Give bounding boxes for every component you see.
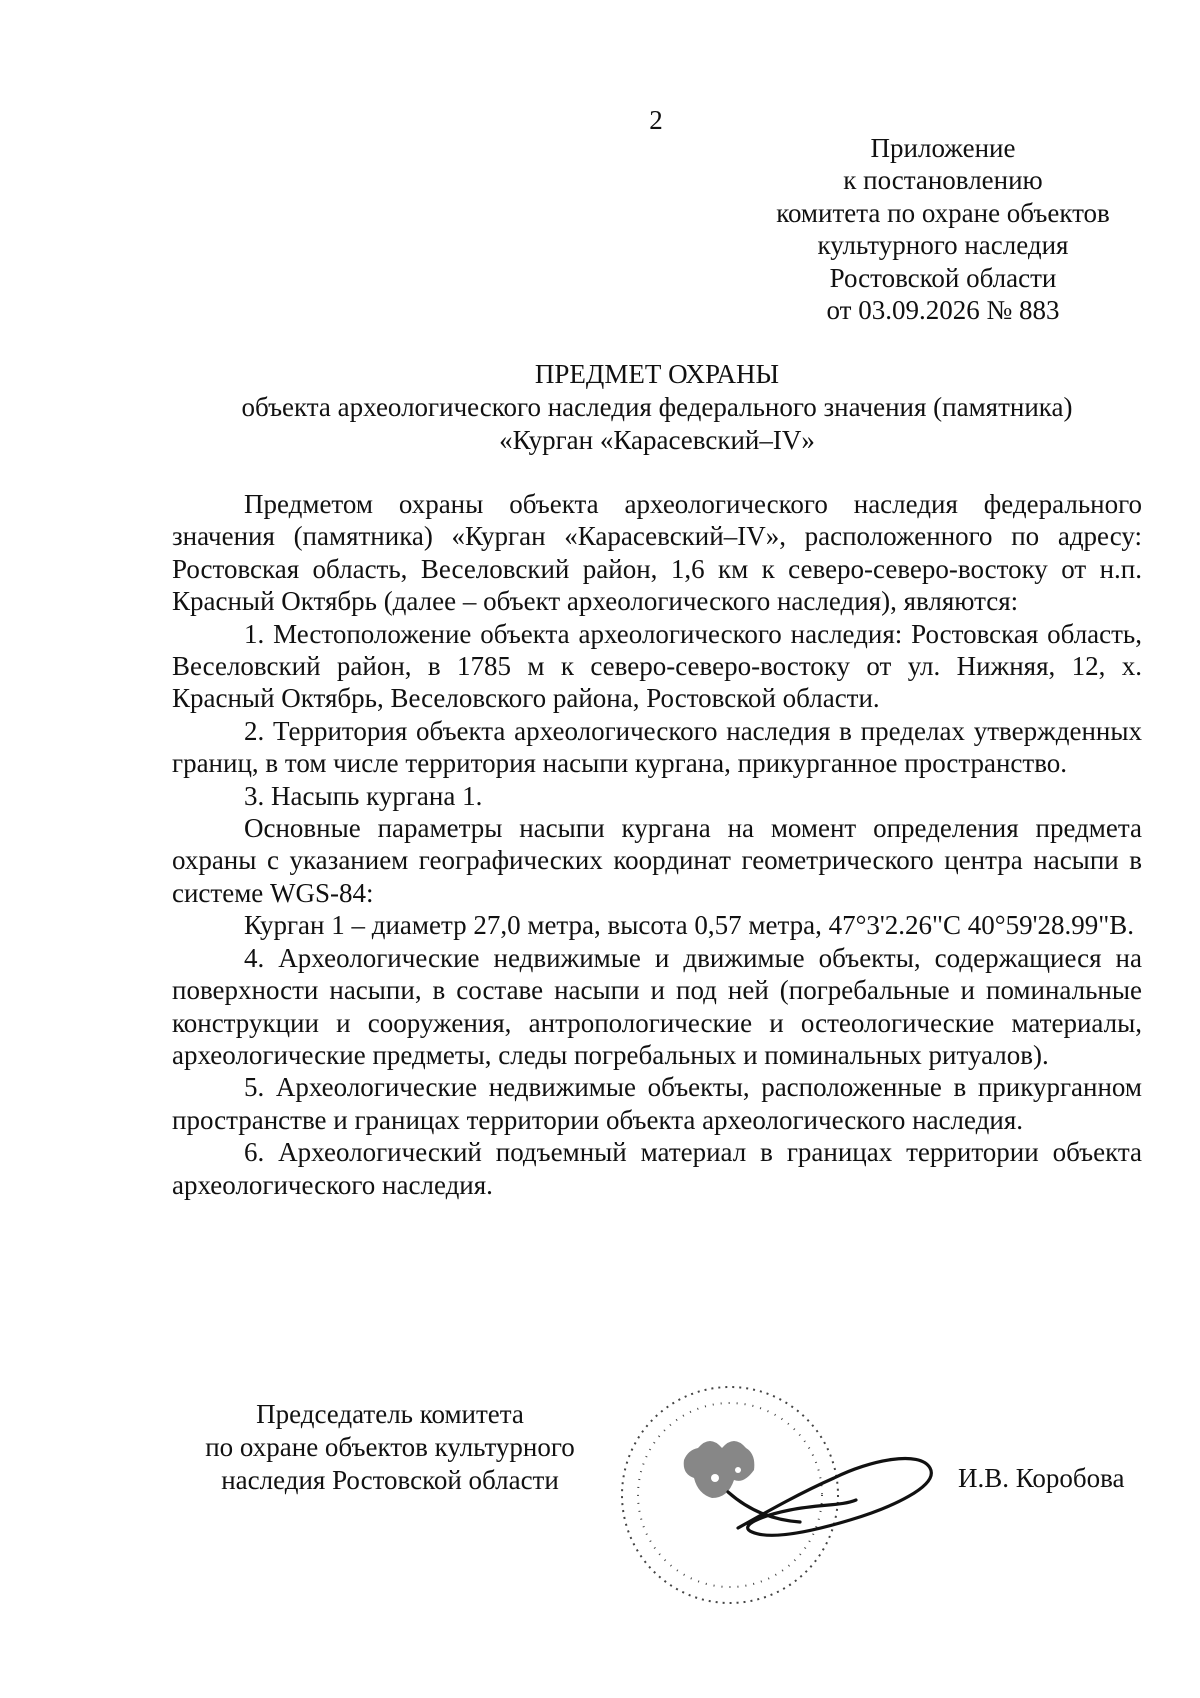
page-number: 2 <box>649 105 663 135</box>
document-subtitle: объекта археологического наследия федерального значения (памятника) <box>241 392 1073 422</box>
signer-position-line: Председатель комитета <box>256 1399 524 1429</box>
official-seal-icon <box>620 1360 960 1620</box>
appendix-line: Приложение <box>870 133 1016 163</box>
signer-position <box>180 1398 600 1497</box>
signer-name: И.В. Коробова <box>958 1463 1125 1493</box>
signer-position-line: по охране объектов культурного <box>205 1432 575 1462</box>
signer-position-line: наследия Ростовской области <box>221 1465 559 1495</box>
object-name: «Курган «Карасевский–IV» <box>499 425 815 455</box>
stamp-emblem <box>684 1441 755 1498</box>
body-paragraph: 1. Местоположение объекта археологического наследия: Ростовская область, Веселовский район, в 1785 м к северо-северо-востоку от ул. Нижняя, 12, х. Красный Октябрь, Веселовского района, Ростовской области. <box>172 618 1142 714</box>
document-title-block <box>172 358 1142 457</box>
body-paragraph: 6. Археологический подъемный материал в границах территории объекта археологического наследия. <box>172 1137 1142 1200</box>
appendix-line: к постановлению <box>843 165 1043 196</box>
appendix-line: от 03.09.2026 № 883 <box>826 295 1060 326</box>
body-paragraph: 3. Насыпь кургана 1. <box>244 780 483 811</box>
body-paragraph: Основные параметры насыпи кургана на момент определения предмета охраны с указанием географических координат геометрического центра насыпи в системе WGS-84: <box>172 813 1142 908</box>
body-paragraph: Предметом охраны объекта археологического наследия федерального значения (памятника) «Курган «Карасевский–IV», расположенного по адресу: Ростовская область, Веселовский район, 1,6 км к северо-северо-востоку от н.п. Красный Октябрь (далее – объект археологического наследия), являются: <box>172 489 1142 617</box>
appendix-line: Ростовской области <box>829 262 1057 293</box>
handwritten-signature-icon <box>728 1459 931 1536</box>
document-body <box>172 488 1142 1201</box>
body-paragraph: 5. Археологические недвижимые объекты, расположенные в прикурганном пространстве и границах территории объекта археологического наследия. <box>172 1072 1142 1135</box>
body-paragraph: 4. Археологические недвижимые и движимые объекты, содержащиеся на поверхности насыпи, в составе насыпи и под ней (погребальные и поминальные конструкции и сооружения, антропологические и остеологические материалы, археологические предметы, следы погребальных и поминальных ритуалов). <box>172 942 1142 1070</box>
body-paragraph: 2. Территория объекта археологического наследия в пределах утвержденных границ, в том числе территория насыпи кургана, прикурганное пространство. <box>172 715 1142 779</box>
appendix-line: комитета по охране объектов <box>776 197 1110 228</box>
document-heading: ПРЕДМЕТ ОХРАНЫ <box>534 359 780 389</box>
appendix-block <box>740 132 1146 326</box>
body-paragraph: Курган 1 – диаметр 27,0 метра, высота 0,57 метра, 47°3'2.26"С 40°59'28.99"В. <box>244 910 1134 941</box>
appendix-line: культурного наследия <box>817 230 1069 261</box>
